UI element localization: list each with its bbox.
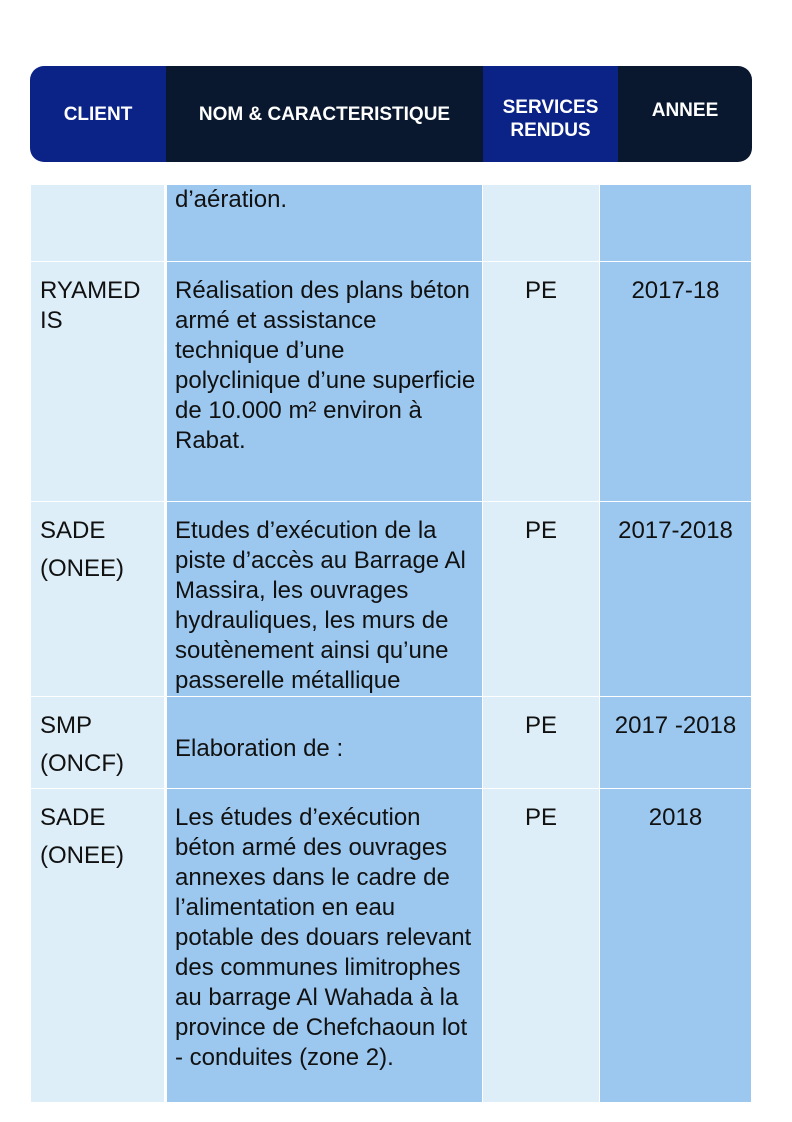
header-client: CLIENT [30, 66, 166, 162]
annee-cell: 2017-2018 [600, 502, 751, 696]
header-services-line1: SERVICES [502, 97, 599, 118]
client-org: (ONCF) [40, 750, 124, 777]
client-name: SADE [40, 517, 106, 544]
annee-cell [600, 185, 751, 261]
annee-cell: 2018 [600, 789, 751, 1102]
header-nom-caracteristique: NOM & CARACTERISTIQUE [166, 66, 483, 162]
description-cell: d’aération. [165, 185, 483, 261]
client-org: IS [40, 307, 63, 334]
client-name: SMP [40, 712, 93, 739]
client-cell [31, 185, 165, 261]
header-services-rendus [483, 66, 618, 162]
client-cell [31, 262, 165, 501]
client-cell [31, 502, 165, 696]
header-services-line2: RENDUS [510, 120, 591, 141]
client-name: RYAMED [40, 277, 141, 304]
services-cell: PE [483, 262, 600, 501]
description-cell: Réalisation des plans béton armé et assistance technique d’une polyclinique d’une superficie de 10.000 m² environ à Rabat. [165, 262, 483, 501]
references-table [31, 185, 751, 1103]
description-cell: Les études d’exécution béton armé des ouvrages annexes dans le cadre de l’alimentation en eau potable des douars relevant des communes limitrophes au barrage Al Wahada à la province de Chefchaoun lot - conduites (zone 2). [165, 789, 483, 1102]
table-row [31, 697, 751, 789]
header-annee: ANNEE [618, 66, 752, 162]
services-cell: PE [483, 789, 600, 1102]
description-cell: Etudes d’exécution de la piste d’accès au Barrage Al Massira, les ouvrages hydrauliques, les murs de soutènement ainsi qu’une passerelle métallique [165, 502, 483, 696]
services-cell: PE [483, 502, 600, 696]
description-cell: Elaboration de : [165, 697, 483, 788]
client-org: (ONEE) [40, 842, 124, 869]
table-row [31, 185, 751, 262]
client-org: (ONEE) [40, 555, 124, 582]
client-name: SADE [40, 804, 106, 831]
services-cell: PE [483, 697, 600, 788]
table-row [31, 502, 751, 697]
table-header [30, 66, 752, 162]
services-cell [483, 185, 600, 261]
client-cell [31, 789, 165, 1102]
client-cell [31, 697, 165, 788]
annee-cell: 2017-18 [600, 262, 751, 501]
table-row [31, 789, 751, 1103]
annee-cell: 2017 -2018 [600, 697, 751, 788]
table-row [31, 262, 751, 502]
